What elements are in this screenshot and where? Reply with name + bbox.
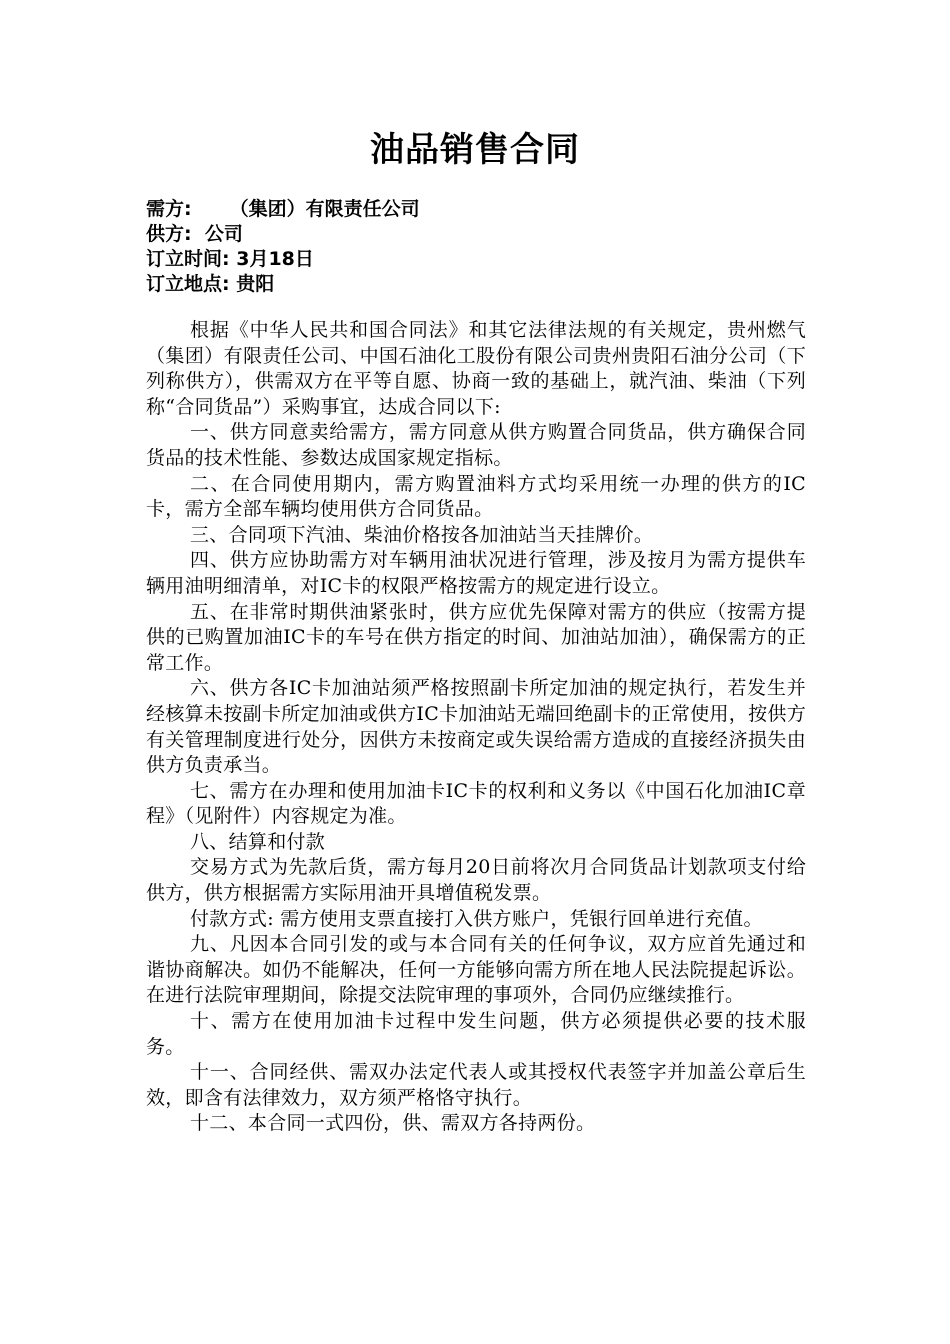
clause-9: 九、凡因本合同引发的或与本合同有关的任何争议，双方应首先通过和谐协商解决。如仍不能解决，任何一方能够向需方所在地人民法院提起诉讼。在进行法院审理期间，除提交法院审理的事项外，合同仍应继续推行。 [146, 933, 806, 1007]
clause-5: 五、在非常时期供油紧张时，供方应优先保障对需方的供应（按需方提供的已购置加油IC卡的车号在供方指定的时间、加油站加油），确保需方的正常工作。 [146, 600, 806, 674]
buyer-value: （集团）有限责任公司 [229, 198, 420, 220]
clause-8-transaction: 交易方式为先款后货，需方每月20日前将次月合同货品计划款项支付给供方，供方根据需方实际用油开具增值税发票。 [146, 856, 806, 905]
date-label: 订立时间: [146, 248, 230, 270]
clause-8-payment: 付款方式: 需方使用支票直接打入供方账户，凭银行回单进行充值。 [190, 907, 763, 930]
clause-11: 十一、合同经供、需双办法定代表人或其授权代表签字并加盖公章后生效，即含有法律效力，双方须严格恪守执行。 [146, 1061, 806, 1109]
clause-7: 七、需方在办理和使用加油卡IC卡的权利和义务以《中国石化加油IC章程》（见附件）内容规定为准。 [146, 779, 806, 828]
clause-2: 二、在合同使用期内，需方购置油料方式均采用统一办理的供方的IC卡，需方全部车辆均使用供方合同货品。 [146, 472, 806, 521]
seller-line [146, 222, 806, 247]
preamble-paragraph: 根据《中华人民共和国合同法》和其它法律法规的有关规定，贵州燃气（集团）有限责任公司、中国石油化工股份有限公司贵州贵阳石油分公司（下列称供方），供需双方在平等自愿、协商一致的基础上，就汽油、柴油（下列称“合同货品”）采购事宜，达成合同以下: [146, 319, 806, 418]
clause-1: 一、供方同意卖给需方，需方同意从供方购置合同货品，供方确保合同货品的技术性能、参数达成国家规定指标。 [146, 421, 806, 469]
clause-12: 十二、本合同一式四份，供、需双方各持两份。 [190, 1112, 596, 1135]
date-line [146, 247, 806, 272]
clause-6: 六、供方各IC卡加油站须严格按照副卡所定加油的规定执行，若发生并经核算未按副卡所定加油或供方IC卡加油站无端回绝副卡的正常使用，按供方有关管理制度进行处分，因供方未按商定或失误给需方造成的直接经济损失由供方负责承当。 [146, 677, 806, 777]
clause-3: 三、合同项下汽油、柴油价格按各加油站当天挂牌价。 [190, 523, 654, 546]
clause-10: 十、需方在使用加油卡过程中发生问题，供方必须提供必要的技术服务。 [146, 1010, 806, 1058]
place-line [146, 272, 806, 297]
place-label: 订立地点: [146, 273, 230, 295]
date-value: 3月18日 [236, 248, 314, 270]
seller-label: 供方: [146, 223, 192, 245]
buyer-label: 需方: [146, 198, 192, 220]
contract-parties [146, 197, 806, 297]
clause-4: 四、供方应协助需方对车辆用油状况进行管理，涉及按月为需方提供车辆用油明细清单，对IC卡的权限严格按需方的规定进行设立。 [146, 549, 806, 597]
contract-body [146, 318, 806, 1137]
clause-8-heading: 八、结算和付款 [190, 830, 326, 853]
buyer-line [146, 197, 806, 222]
document-title: 油品销售合同 [370, 130, 580, 170]
place-value: 贵阳 [236, 273, 275, 295]
seller-value: 公司 [204, 223, 243, 245]
